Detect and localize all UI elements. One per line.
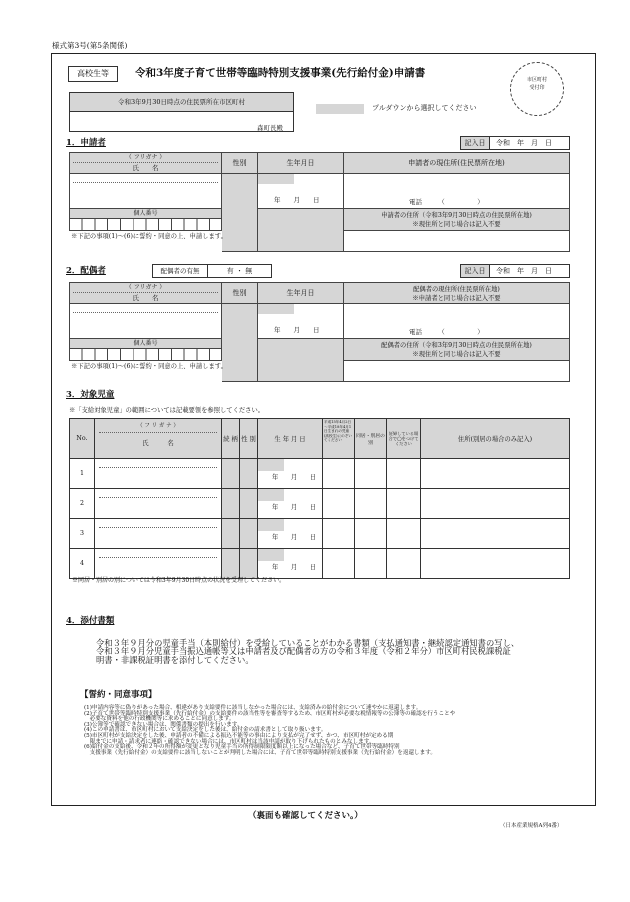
attachments-body bbox=[96, 639, 566, 664]
consent-item: (5)市区町村が支給決定をした後、申請者の不備による振込不能等の事由により支払が完了せず、かつ、市区町村が定める期 bbox=[84, 732, 394, 739]
child-name-field[interactable] bbox=[95, 459, 222, 489]
child-pregnant-field[interactable] bbox=[387, 519, 421, 549]
child-birth-field[interactable] bbox=[258, 549, 323, 579]
child-pregnant-field[interactable] bbox=[387, 489, 421, 519]
child-name-field[interactable] bbox=[95, 489, 222, 519]
residence-header: 令和3年9月30日時点の住民票所在市区町村 bbox=[69, 92, 294, 112]
consent-item: 支援事業（先行給付金）の支給要件に該当しないことが判明した場合には、子育て世帯等臨時特別支援事業（先行給付金）を返還します。 bbox=[84, 749, 436, 756]
child-relation-field[interactable] bbox=[222, 549, 240, 579]
child-cohab-field[interactable] bbox=[355, 549, 387, 579]
consent-item: 必要な資料を他の行政機関等に求めることに同意します。 bbox=[84, 716, 235, 723]
applicant-sep30-note: ※現住所と同じ場合は記入不要 bbox=[412, 221, 501, 228]
applicant-gender-label: 性別 bbox=[222, 152, 258, 174]
child-gender-field[interactable] bbox=[240, 549, 258, 579]
spouse-sep30-field[interactable] bbox=[344, 361, 570, 382]
child-relation-field[interactable] bbox=[222, 459, 240, 489]
applicant-pledge: ※下記の事項(1)～(6)に誓約・同意の上、申請します。 bbox=[71, 233, 227, 240]
applicant-address-label: 申請者の現住所(住民票所在地) bbox=[344, 152, 570, 174]
form-number: 様式第3号(第5条関係) bbox=[52, 41, 128, 50]
child-row bbox=[70, 459, 570, 489]
child-gender-field[interactable] bbox=[240, 459, 258, 489]
child-name-field[interactable] bbox=[95, 519, 222, 549]
child-name-field[interactable] bbox=[95, 549, 222, 579]
spouse-birth-lower bbox=[258, 339, 344, 382]
child-birth-ymd: 年 月 日 bbox=[272, 534, 317, 541]
children-footnote: ※同居・別居の別については令和3年9月30日時点の状況を受理してください。 bbox=[72, 577, 286, 584]
child-cohab-field[interactable] bbox=[355, 489, 387, 519]
child-relation-field[interactable] bbox=[222, 489, 240, 519]
spouse-sep30-text: 配偶者の住所（令和3年9月30日時点の住民票所在地) bbox=[381, 342, 532, 349]
child-no: 1 bbox=[70, 459, 95, 489]
spouse-mynumber-label: 個人番号 bbox=[69, 339, 222, 349]
spouse-presence-select[interactable]: 有 ・ 無 bbox=[208, 264, 272, 278]
col-birthcond: 平成15年4月2日～平成18年4月1日生まれの児童(高校生)にのぞいてください bbox=[323, 419, 355, 459]
children-heading: 3．対象児童 bbox=[66, 390, 115, 400]
attachments-heading: 4．添付書類 bbox=[66, 616, 115, 626]
spouse-birth-label: 生年月日 bbox=[258, 282, 344, 304]
stamp-label-2: 受付印 bbox=[529, 85, 545, 91]
attachments-line-3: 明書・非課税証明書を添付してください。 bbox=[96, 654, 254, 665]
spouse-name-field[interactable] bbox=[69, 304, 222, 339]
child-birthcond-field[interactable] bbox=[323, 519, 355, 549]
child-birth-ymd: 年 月 日 bbox=[272, 474, 317, 481]
spouse-table bbox=[69, 282, 570, 382]
child-cohab-field[interactable] bbox=[355, 519, 387, 549]
col-cohab: 同居・別居の別 bbox=[355, 419, 387, 459]
attachments-line-1: 令和３年９月分の児童手当（本則給付）を受給していることがわかる書類（支払通知書・継続認定通知書の写し、 bbox=[96, 638, 520, 648]
paper-standard: （日本産業規格A列4番） bbox=[500, 823, 563, 829]
spouse-entry-label: 記入日 bbox=[460, 264, 490, 278]
applicant-heading: 1．申請者 bbox=[66, 138, 106, 148]
children-table bbox=[69, 418, 570, 579]
applicant-table bbox=[69, 152, 570, 252]
page-title: 令和3年度子育て世帯等臨時特別支援事業(先行給付金)申請書 bbox=[135, 67, 426, 79]
stamp-label-1: 市区町村 bbox=[526, 77, 547, 83]
child-address-field[interactable] bbox=[421, 549, 570, 579]
child-cohab-field[interactable] bbox=[355, 459, 387, 489]
col-no: No. bbox=[70, 419, 95, 459]
child-birth-field[interactable] bbox=[258, 489, 323, 519]
consent-item: (1)申請内容等に偽りがあった場合、相違があり支給要件に該当しなかった場合には、支給済みの給付金について速やかに返還します。 bbox=[84, 705, 422, 711]
spouse-gender-field[interactable] bbox=[222, 304, 258, 382]
col-furigana: （ フ リ ガ ナ ） bbox=[137, 423, 179, 429]
col-birth: 生 年 月 日 bbox=[258, 419, 323, 459]
applicant-mynumber-field[interactable] bbox=[69, 219, 222, 231]
applicant-sep30-field[interactable] bbox=[344, 231, 570, 252]
spouse-heading: 2．配偶者 bbox=[66, 266, 106, 276]
dropdown-hint: プルダウンから選択してください bbox=[372, 104, 477, 112]
applicant-entry-label: 記入日 bbox=[460, 136, 490, 150]
applicant-sep30-label bbox=[344, 209, 570, 231]
applicant-birth-ymd: 年 月 日 bbox=[274, 196, 320, 204]
spouse-birth-ymd: 年 月 日 bbox=[274, 326, 320, 334]
addressee: 森町長殿 bbox=[257, 124, 283, 132]
consent-item: (2)子育て世帯等臨時特別支援事業（先行給付金）の支給要件の該当性等を審査等するため、市区町村が必要な税情報等の公簿等の確認を行うことや bbox=[84, 710, 456, 717]
spouse-address-text: 配偶者の現住所(住民票所在地) bbox=[413, 286, 500, 293]
spouse-mynumber-field[interactable] bbox=[69, 349, 222, 361]
child-birthcond-field[interactable] bbox=[323, 549, 355, 579]
col-pregnant: 妊婦している場合で◯をつけてください bbox=[387, 419, 421, 459]
spouse-presence-label: 配偶者の有無 bbox=[152, 264, 208, 278]
consent-item: 限までに申請・請求者に連絡・確認できない場合には、市区町村は当該申請が取り下げられたものとみなします。 bbox=[84, 738, 375, 745]
child-gender-field[interactable] bbox=[240, 489, 258, 519]
spouse-name-label: 氏 名 bbox=[132, 294, 159, 302]
child-address-field[interactable] bbox=[421, 519, 570, 549]
child-birth-ymd: 年 月 日 bbox=[272, 504, 317, 511]
spouse-sep30-note: ※現住所と同じ場合は記入不要 bbox=[412, 351, 501, 358]
col-address: 住所(別居の場合のみ記入) bbox=[421, 419, 570, 459]
child-row bbox=[70, 549, 570, 579]
child-birth-field[interactable] bbox=[258, 519, 323, 549]
consent-heading: 【誓約・同意事項】 bbox=[80, 690, 157, 700]
back-side-note: （裏面も確認してください。） bbox=[248, 811, 363, 821]
child-address-field[interactable] bbox=[421, 489, 570, 519]
spouse-pledge: ※下記の事項(1)～(6)に誓約・同意の上、申請します。 bbox=[71, 363, 227, 370]
consent-item: (4)この申請書は、市区町村において支給決定をした後は、給付金の請求書として取り扱います。 bbox=[84, 727, 327, 734]
consent-list bbox=[84, 706, 584, 756]
attachments-line-2: 令和３年９月分児童手当振込通帳等又は申請者及び配偶者の方の令和３年度（令和２年分）市区町村民税課税証 bbox=[96, 646, 511, 657]
applicant-birth-label: 生年月日 bbox=[258, 152, 344, 174]
spouse-sep30-label bbox=[344, 339, 570, 361]
spouse-entry-date[interactable]: 令和 年 月 日 bbox=[490, 264, 570, 278]
child-relation-field[interactable] bbox=[222, 519, 240, 549]
child-pregnant-field[interactable] bbox=[387, 459, 421, 489]
applicant-name-field[interactable] bbox=[69, 174, 222, 209]
applicant-furigana-label: （ フリガナ ） bbox=[125, 154, 166, 161]
spouse-gender-label: 性別 bbox=[222, 282, 258, 304]
applicant-entry-date[interactable]: 令和 年 月 日 bbox=[490, 136, 570, 150]
child-row bbox=[70, 489, 570, 519]
child-no: 2 bbox=[70, 489, 95, 519]
dropdown-placeholder[interactable] bbox=[316, 104, 364, 114]
spouse-address-label bbox=[344, 282, 570, 304]
child-birth-ymd: 年 月 日 bbox=[272, 564, 317, 571]
spouse-furigana-label: （ フリガナ ） bbox=[125, 284, 166, 291]
applicant-sep30-text: 申請者の住所（令和3年9月30日時点の住民票所在地) bbox=[381, 212, 532, 219]
child-birth-field[interactable] bbox=[258, 459, 323, 489]
applicant-name-label: 氏 名 bbox=[132, 164, 159, 172]
child-pregnant-field[interactable] bbox=[387, 549, 421, 579]
col-name-label: 氏 名 bbox=[142, 440, 174, 447]
applicant-mynumber-label: 個人番号 bbox=[69, 209, 222, 219]
child-no: 4 bbox=[70, 549, 95, 579]
child-gender-field[interactable] bbox=[240, 519, 258, 549]
child-no: 3 bbox=[70, 519, 95, 549]
category-badge: 高校生等 bbox=[68, 66, 118, 82]
spouse-address-note: ※申請者と同じ場合は記入不要 bbox=[412, 295, 501, 302]
child-row bbox=[70, 519, 570, 549]
applicant-gender-field[interactable] bbox=[222, 174, 258, 252]
spouse-phone: 電話 （ ） bbox=[409, 328, 484, 336]
consent-item: (3)公簿等で確認できない場合は、関係書類の提出を行います。 bbox=[84, 721, 243, 728]
col-relation: 続 柄 bbox=[222, 419, 240, 459]
applicant-phone: 電話 （ ） bbox=[409, 198, 484, 206]
child-birthcond-field[interactable] bbox=[323, 489, 355, 519]
col-name bbox=[95, 419, 222, 459]
col-gender: 性 別 bbox=[240, 419, 258, 459]
child-address-field[interactable] bbox=[421, 459, 570, 489]
consent-item: (6)給付金の支給後、令和２年の所得額が変更となり児童手当の所得制限限度額以上になった場合など、子育て世帯等臨時特別 bbox=[84, 744, 400, 751]
child-birthcond-field[interactable] bbox=[323, 459, 355, 489]
applicant-birth-lower bbox=[258, 209, 344, 252]
children-note: ※「支給対象児童」の範囲については記載要領を参照してください。 bbox=[69, 407, 265, 414]
